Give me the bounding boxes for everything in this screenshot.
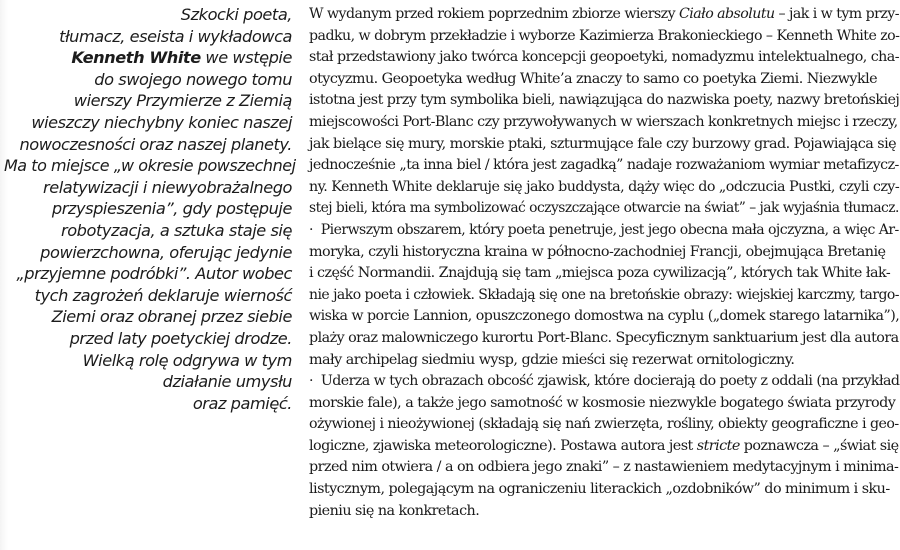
paragraph-bullet: · <box>309 221 313 238</box>
body-line: otycyzmu. Geopoetyka według White’a znaczy to samo co poetyka Ziemi. Niezwykle <box>309 70 878 87</box>
author-name: Kenneth White <box>71 48 201 68</box>
lead-line: przed laty poetyckiej drodze. <box>69 328 292 348</box>
lead-line: „przyjemne podróbki”. Autor wobec <box>16 264 292 284</box>
lead-line: Szkocki poeta, <box>180 5 292 24</box>
body-line: stej bieli, która ma symbolizować oczyszczające otwarcie na świat” – jak wyjaśnia tłumacz. <box>309 200 899 217</box>
body-line: nie jako poeta i człowiek. Składają się one na bretońskie obrazy: wiejskiej karczmy, targo- <box>309 286 900 303</box>
body-column <box>309 4 900 522</box>
lead-line: wieszczy niechybny koniec naszej <box>31 112 292 132</box>
body-line: miejscowości Port-Blanc czy przywoływanych w wierszach konkretnych miejsc i rzeczy, <box>309 113 898 130</box>
body-line-fragment: poznawcza – „świat się <box>739 437 899 454</box>
body-line <box>309 4 899 26</box>
body-line: stał przedstawiony jako twórca koncepcji geopoetyki, nomadyzmu intelektualnego, cha- <box>309 49 900 66</box>
lead-line: przyspieszenia”, gdy postępuje <box>51 199 292 219</box>
body-line <box>309 220 899 242</box>
lead-line: tłumacz, eseista i wykładowca <box>59 26 292 46</box>
lead-line: do swojego nowego tomu <box>94 69 292 89</box>
lead-line: działanie umysłu <box>162 372 292 392</box>
body-line-fragment: Uderza w tych obrazach obcość zjawisk, które docierają do poety z oddali (na przykład <box>320 373 900 390</box>
lead-column <box>0 4 296 414</box>
body-line <box>309 371 900 393</box>
lead-line: Ma to miejsce „w okresie powszechnej <box>3 156 296 176</box>
body-line: ny. Kenneth White deklaruje się jako buddysta, dąży więc do „odczucia Pustki, czyli czy- <box>309 178 900 195</box>
body-line: mały archipelag siedmiu wysp, gdzie mieści się rezerwat ornitologiczny. <box>309 351 795 368</box>
body-line: i część Normandii. Znajdują się tam „miejsca poza cywilizacją”, których tak White łak- <box>309 265 891 282</box>
body-line-fragment: logiczne, zjawiska meteorologiczne). Postawa autora jest <box>309 437 697 454</box>
body-line: pieniu się na konkretach. <box>309 502 480 519</box>
body-line-fragment: Pierwszym obszarem, który poeta penetruje, jest jego obecna mała ojczyzna, a więc Ar- <box>320 221 899 238</box>
lead-line: Ziemi oraz obranej przez siebie <box>51 307 292 327</box>
paragraph-bullet: · <box>309 373 313 390</box>
lead-line: relatywizacji i niewyobrażalnego <box>43 177 292 197</box>
body-line: padku, w dobrym przekładzie i wyborze Kazimierza Brakonieckiego – Kenneth White zo- <box>309 27 900 44</box>
body-line: listycznym, polegającym na ograniczeniu literackich „ozdobników” do minimum i sku- <box>309 481 890 498</box>
body-line: ożywionej i nieożywionej (składają się nań zwierzęta, rośliny, obiekty geograficzne i geo- <box>309 416 899 433</box>
lead-line: tych zagrożeń deklaruje wierność <box>34 285 292 305</box>
book-title: Ciało absolutu <box>678 6 775 22</box>
latin-term: stricte <box>696 437 740 454</box>
lead-line: oraz pamięć. <box>192 393 292 413</box>
body-line: istotna jest przy tym symbolika bieli, nawiązująca do nazwiska poety, nazwy bretońskiej <box>309 92 900 109</box>
body-line: morskie fale), a także jego samotność w kosmosie niezwykle bogatego świata przyrody <box>309 394 896 411</box>
body-line: wiska w porcie Lannion, opuszczonego domostwa na cyplu („domek starego latarnika”), <box>309 308 900 325</box>
body-line: moryka, czyli historyczna kraina w północno-zachodniej Francji, obejmująca Bretanię <box>309 243 886 260</box>
body-line <box>309 436 899 458</box>
lead-line <box>0 47 292 69</box>
body-line: jak bielące się mury, morskie ptaki, szturmujące fale czy burzowy grad. Pojawiająca się <box>309 135 897 152</box>
body-line: plaży oraz malowniczego kurortu Port-Blanc. Specyficznym sanktuarium jest dla autora <box>309 329 899 346</box>
body-line: przed nim otwiera / a on odbiera jego znaki” – z nastawieniem medytacyjnym i minima- <box>309 459 899 476</box>
lead-line: robotyzacja, a sztuka staje się <box>61 220 292 240</box>
lead-line: nowoczesności oraz naszej planety. <box>19 134 292 154</box>
body-line-fragment: – jak i w tym przy- <box>774 6 899 22</box>
body-line: jednocześnie „ta inna biel / która jest zagadką” nadaje rozważaniom wymiar metafizycz- <box>309 157 899 174</box>
lead-line-fragment: we wstępie <box>200 48 292 68</box>
lead-line: Wielką rolę odgrywa w tym <box>82 350 292 370</box>
lead-line: powierzchowna, oferując jedynie <box>40 242 292 262</box>
lead-line: wierszy Przymierze z Ziemią <box>73 91 292 111</box>
body-line-fragment: W wydanym przed rokiem poprzednim zbiorze wierszy <box>309 6 679 22</box>
